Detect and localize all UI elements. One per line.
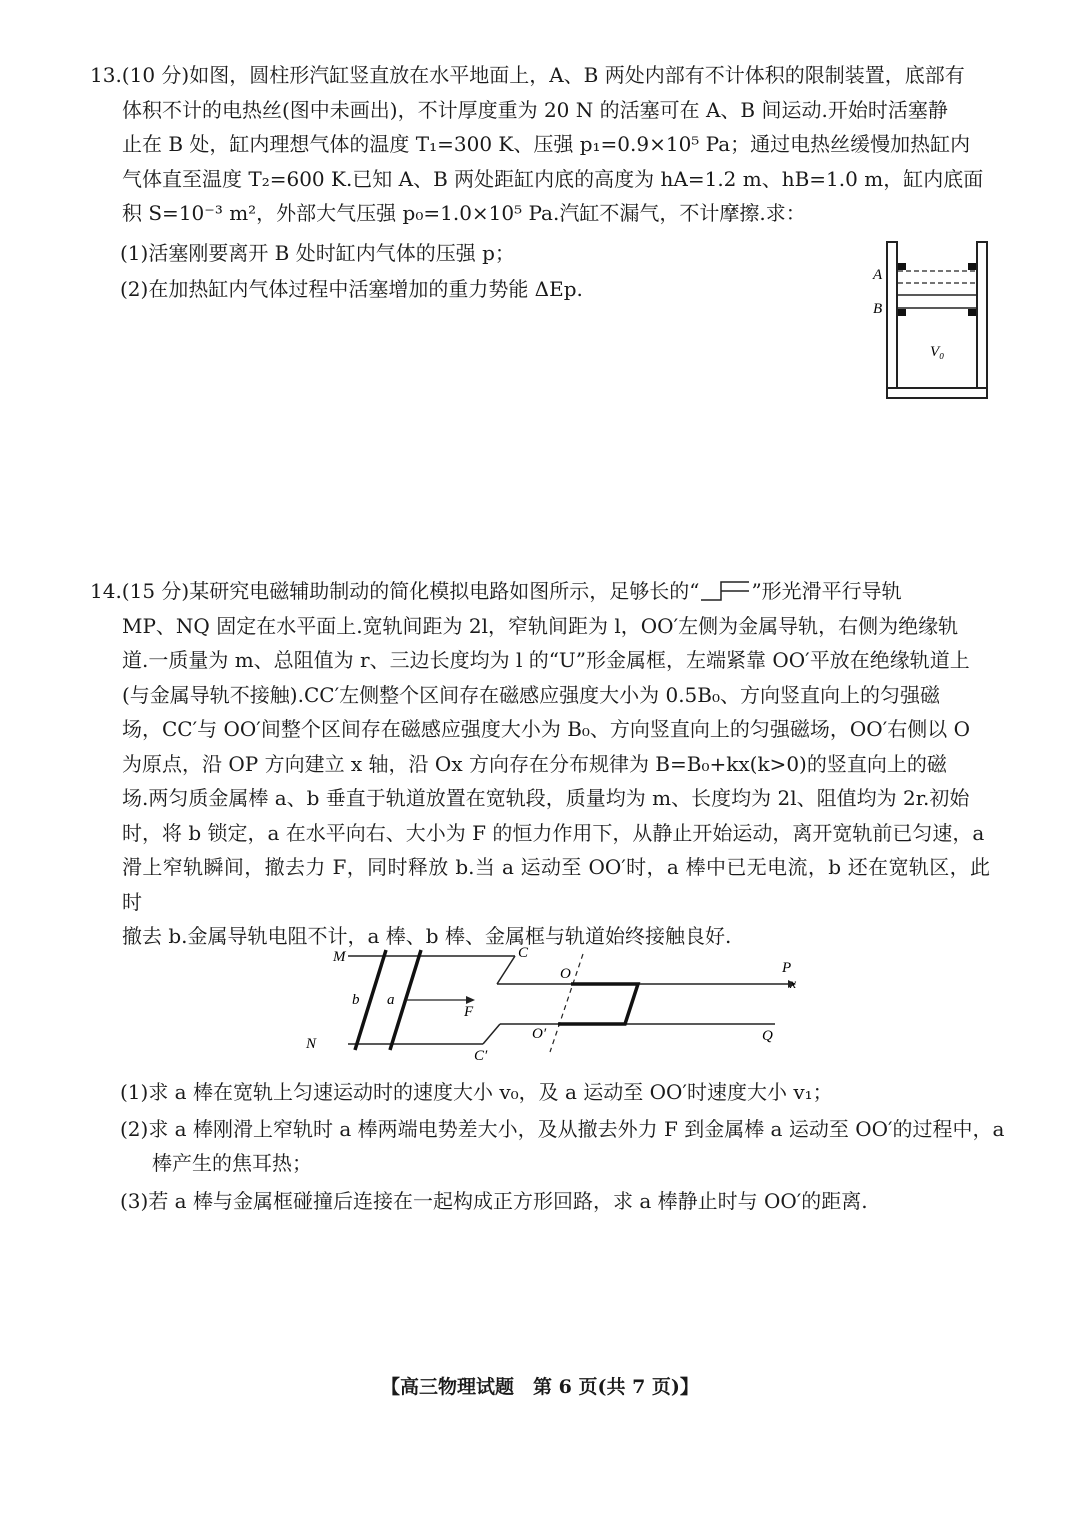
q13-line-2: 体积不计的电热丝(图中未画出)，不计厚度重为 20 N 的活塞可在 A、B 间运动.开始时活塞静 (122, 97, 948, 122)
q13-cylinder-figure (865, 238, 995, 408)
label-v0: V₀ (930, 344, 945, 360)
cylinder-left-wall (887, 242, 897, 398)
label-n: N (306, 1036, 317, 1052)
stop-b-right (968, 309, 976, 316)
label-rod-b: b (352, 992, 360, 1008)
stop-b-left (898, 309, 906, 316)
step-lower (483, 1024, 500, 1044)
cylinder-base (887, 388, 987, 398)
label-m: M (333, 949, 346, 965)
stop-a-left (898, 263, 906, 270)
label-b: B (873, 301, 883, 317)
label-a: A (873, 267, 883, 283)
q14-line-4: (与金属导轨不接触).CC′左侧整个区间存在磁感应强度大小为 0.5B₀、方向竖直向上的匀强磁 (122, 682, 940, 707)
q14-stem (90, 574, 990, 954)
q14-line-9: 滑上窄轨瞬间，撤去力 F，同时释放 b.当 a 运动至 OO′时，a 棒中已无电流，b 还在宽轨区，此时 (122, 855, 990, 914)
q14-line-1-end: ”形光滑平行导轨 (751, 579, 902, 603)
force-arrowhead (466, 996, 475, 1004)
q13-line-4: 气体直至温度 T₂=600 K.已知 A、B 两处距缸内底的高度为 hA=1.2 m、hB=1.0 m，缸内底面 (122, 166, 984, 191)
q14-line-3: 道.一质量为 m、总阻值为 r、三边长度均为 l 的“U”形金属框，左端紧靠 OO′平放在绝缘轨道上 (122, 648, 970, 672)
label-c: C (518, 945, 529, 961)
q14-line-1 (90, 574, 990, 609)
step-upper (497, 956, 515, 984)
q13-subquestion-1: (1)活塞刚要离开 B 处时缸内气体的压强 p； (120, 241, 515, 265)
q14-line-10: 撤去 b.金属导轨电阻不计，a 棒、b 棒、金属框与轨道始终接触良好. (122, 924, 732, 948)
q13-line-3: 止在 B 处，缸内理想气体的温度 T₁=300 K、压强 p₁=0.9×10⁵ Pa；通过电热丝缓慢加热缸内 (122, 132, 971, 156)
q14-line-8: 时，将 b 锁定，a 在水平向右、大小为 F 的恒力作用下，从静止开始运动，离开宽轨前已匀速，a (122, 820, 985, 845)
u-frame (558, 984, 638, 1024)
label-p: P (782, 960, 792, 976)
q14-subquestion-2: (2)求 a 棒刚滑上窄轨时 a 棒两端电势差大小，及从撤去外力 F 到金属棒 a 运动至 OO′的过程中，a 棒产生的焦耳热； (120, 1117, 1005, 1175)
label-c-prime: C′ (474, 1048, 488, 1060)
q14-line-2: MP、NQ 固定在水平面上.宽轨间距为 2l，窄轨间距为 l，OO′左侧为金属导轨，右侧为绝缘轨 (122, 613, 959, 638)
label-q: Q (762, 1028, 773, 1044)
rod-b (355, 950, 386, 1050)
q14-line-6: 为原点，沿 OP 方向建立 x 轴，沿 Ox 方向存在分布规律为 B=B₀+kx(k>0)的竖直向上的磁 (122, 751, 947, 776)
stop-a-right (968, 263, 976, 270)
q14-rail-figure (300, 940, 820, 1060)
page-footer: 【高三物理试题 第 6 页(共 7 页)】 (381, 1376, 699, 1398)
label-o: O (560, 966, 571, 982)
q14-subquestion-1: (1)求 a 棒在宽轨上匀速运动时的速度大小 v₀，及 a 运动至 OO′时速度大小 v₁； (120, 1080, 833, 1104)
cylinder-right-wall (977, 242, 987, 398)
label-o-prime: O′ (532, 1026, 547, 1042)
q14-line-1-start: 14.(15 分)某研究电磁辅助制动的简化模拟电路如图所示，足够长的“ (90, 579, 700, 603)
q13-line-1: 13.(10 分)如图，圆柱形汽缸竖直放在水平地面上，A、B 两处内部有不计体积的限制装置，底部有 (90, 63, 965, 87)
q14-subquestion-3: (3)若 a 棒与金属框碰撞后连接在一起构成正方形回路，求 a 棒静止时与 OO′的距离. (120, 1189, 868, 1213)
q13-line-5: 积 S=10⁻³ m²，外部大气压强 p₀=1.0×10⁵ Pa.汽缸不漏气，不计摩擦.求： (122, 201, 806, 225)
q13-subquestion-2: (2)在加热缸内气体过程中活塞增加的重力势能 ΔEp. (120, 277, 583, 301)
label-force: F (464, 1004, 474, 1020)
q14-line-5: 场，CC′与 OO′间整个区间存在磁感应强度大小为 B₀、方向竖直向上的匀强磁场，OO′右侧以 O (122, 717, 970, 741)
q14-line-7: 场.两匀质金属棒 a、b 垂直于轨道放置在宽轨段，质量均为 m、长度均为 2l、阻值均为 2r.初始 (122, 786, 970, 810)
rail-shape-icon (699, 578, 751, 604)
q13-stem (90, 58, 990, 231)
label-rod-a: a (387, 992, 395, 1008)
label-x: x (790, 977, 797, 992)
